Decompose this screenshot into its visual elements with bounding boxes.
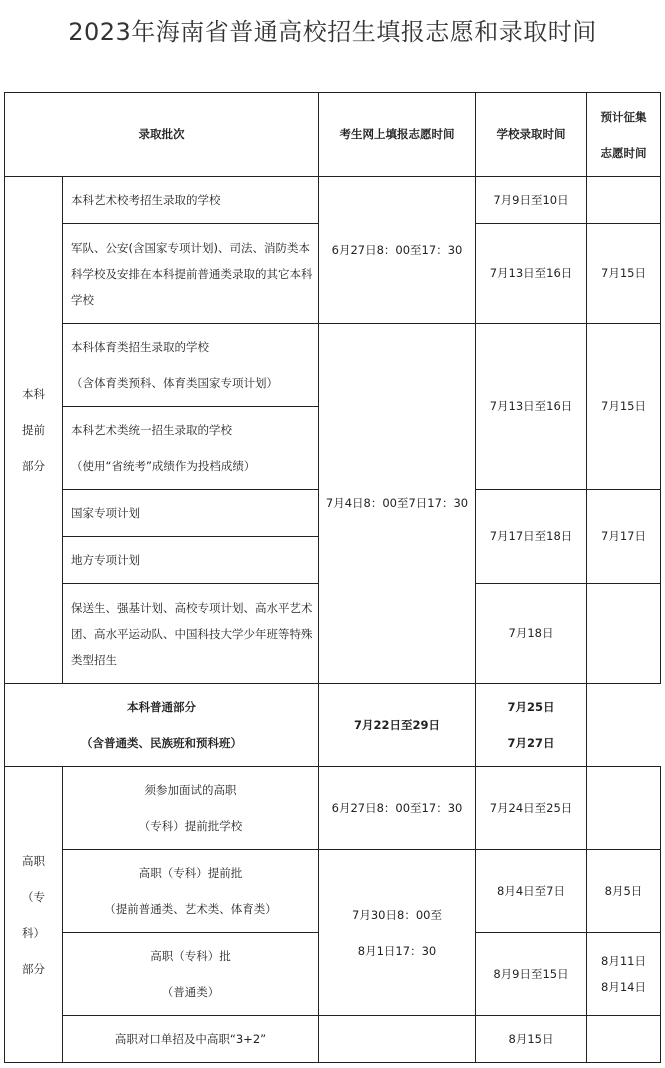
batch-name-line: 本科艺术类统一招生录取的学校	[71, 423, 232, 437]
section-label: 提前	[22, 423, 45, 437]
batch-name-line: 本科体育类招生录取的学校	[71, 340, 209, 354]
section-label: 部分	[22, 961, 45, 976]
solicit-time: 7月15日	[587, 224, 661, 324]
table-row	[5, 324, 661, 407]
batch-name: 高职对口单招及中高职“3+2”	[63, 1016, 319, 1063]
batch-name	[63, 407, 319, 490]
batch-name	[63, 767, 319, 850]
schedule-table	[4, 92, 661, 1063]
admission-time: 7月24日至25日	[476, 767, 587, 850]
admission-time: 7月18日	[476, 584, 587, 684]
solicit-time	[587, 767, 661, 850]
table-row	[5, 177, 661, 224]
batch-name-note: （含体育类预科、体育类国家专项计划）	[71, 376, 278, 390]
online-time: 6月27日8：00至17：30	[319, 767, 476, 850]
solicit-line: 7月27日	[507, 736, 555, 750]
online-time	[319, 850, 476, 1016]
batch-name-line: 本科普通部分	[127, 700, 196, 714]
table-row	[5, 684, 661, 767]
solicit-line: 7月25日	[507, 700, 555, 714]
admission-time: 8月15日	[476, 1016, 587, 1063]
batch-name-regular-undergrad	[5, 684, 319, 767]
section-early-undergrad	[5, 177, 63, 684]
batch-name	[63, 324, 319, 407]
page-title: 2023年海南省普通高校招生填报志愿和录取时间	[68, 18, 597, 46]
online-time-line: 8月1日17：30	[357, 943, 437, 958]
solicit-line: 8月11日	[601, 954, 646, 968]
online-time: 6月27日8：00至17：30	[319, 177, 476, 324]
solicit-line: 8月14日	[601, 980, 646, 994]
admission-time: 8月9日至15日	[476, 933, 587, 1016]
batch-name: 保送生、强基计划、高校专项计划、高水平艺术团、高水平运动队、中国科技大学少年班等特殊类型招生	[63, 584, 319, 684]
admission-time: 8月4日至7日	[476, 850, 587, 933]
batch-name: 国家专项计划	[63, 490, 319, 537]
online-time	[319, 1016, 476, 1063]
solicit-time	[587, 584, 661, 684]
admission-time: 7月13日至16日	[476, 324, 587, 490]
batch-name-note: （提前普通类、艺术类、体育类）	[104, 902, 277, 916]
table-row	[5, 767, 661, 850]
batch-name: 军队、公安(含国家专项计划)、司法、消防类本科学校及安排在本科提前普通类录取的其它本科学校	[63, 224, 319, 324]
header-batch: 录取批次	[5, 93, 319, 177]
batch-name-note: （使用“省统考”成绩作为投档成绩）	[71, 459, 256, 473]
admission-time: 7月22日至29日	[319, 684, 476, 767]
batch-name-note: （普通类）	[161, 985, 220, 999]
solicit-time: 8月5日	[587, 850, 661, 933]
section-label: 本科	[22, 387, 45, 401]
header-solicit-line1: 预计征集	[600, 109, 647, 124]
batch-name-line: 高职（专科）批	[150, 949, 231, 963]
header-solicit-time	[587, 93, 661, 177]
section-label: （专	[22, 889, 45, 904]
section-label: 高职	[22, 853, 45, 868]
solicit-time	[476, 684, 587, 767]
admission-time: 7月13日至16日	[476, 224, 587, 324]
header-solicit-line2: 志愿时间	[600, 145, 647, 160]
section-label: 部分	[22, 459, 45, 473]
batch-name: 本科艺术校考招生录取的学校	[63, 177, 319, 224]
header-online-time: 考生网上填报志愿时间	[319, 93, 476, 177]
header-admission-time: 学校录取时间	[476, 93, 587, 177]
online-time-line: 7月30日8：00至	[352, 907, 442, 922]
batch-name-line: 高职（专科）提前批	[138, 866, 243, 880]
table-row	[5, 1016, 661, 1063]
batch-name-note: （专科）提前批学校	[138, 819, 243, 833]
admission-time: 7月17日至18日	[476, 490, 587, 584]
solicit-time: 7月17日	[587, 490, 661, 584]
batch-name	[63, 933, 319, 1016]
online-time: 7月4日8：00至7日17：30	[319, 324, 476, 684]
header-row	[5, 93, 661, 177]
admission-time: 7月9日至10日	[476, 177, 587, 224]
solicit-time	[587, 177, 661, 224]
table-row	[5, 850, 661, 933]
section-vocational	[5, 767, 63, 1063]
solicit-time	[587, 1016, 661, 1063]
batch-name-line: 须参加面试的高职	[144, 783, 237, 797]
batch-name: 地方专项计划	[63, 537, 319, 584]
section-label: 科）	[22, 925, 45, 940]
solicit-time	[587, 933, 661, 1016]
batch-name-note: （含普通类、民族班和预科班）	[81, 736, 242, 750]
solicit-time: 7月15日	[587, 324, 661, 490]
batch-name	[63, 850, 319, 933]
